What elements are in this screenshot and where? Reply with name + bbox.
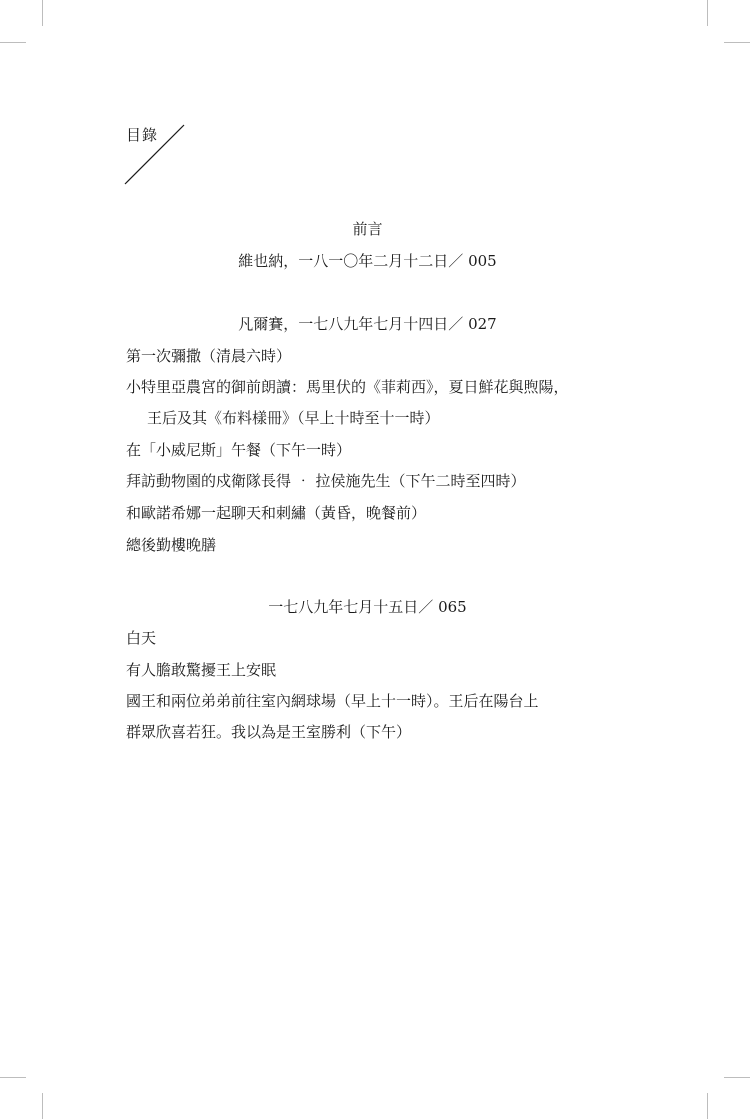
crop-mark-bottom-right-vertical: [707, 1093, 708, 1119]
crop-mark-bottom-right-horizontal: [724, 1077, 750, 1078]
crop-mark-top-right-horizontal: [724, 42, 750, 43]
section-title-versailles: 凡爾賽，一七八九年七月十四日／ 027: [238, 315, 497, 333]
heading-slash-decoration: [124, 124, 186, 186]
preface-title: 前言: [352, 220, 383, 238]
toc-item-first-mass: 第一次彌撒（清晨六時）: [126, 347, 292, 365]
toc-item-petit-trianon-reading: 小特里亞農宮的御前朗讀：馬里伏的《菲莉西》，夏日鮮花與煦陽，: [126, 378, 569, 396]
section-title-vienna: 維也納，一八一〇年二月十二日／ 005: [238, 252, 497, 270]
toc-item-tennis-court: 國王和兩位弟弟前往室內網球場（早上十一時）。王后在陽台上: [126, 692, 539, 710]
crop-mark-bottom-left-horizontal: [0, 1077, 26, 1078]
section-title-july-15: 一七八九年七月十五日／ 065: [268, 598, 467, 616]
crop-mark-top-right-vertical: [707, 0, 708, 26]
crop-mark-top-left-horizontal: [0, 42, 26, 43]
crop-mark-top-left-vertical: [42, 0, 43, 26]
toc-heading: 目錄: [126, 126, 159, 144]
toc-item-queen-fabric-book: 王后及其《布料樣冊》（早上十時至十一時）: [147, 409, 440, 427]
toc-item-daytime: 白天: [126, 629, 157, 647]
toc-item-crowd-ecstatic: 群眾欣喜若狂。我以為是王室勝利（下午）: [126, 723, 412, 741]
toc-item-dinner: 總後勤樓晚膳: [126, 536, 217, 554]
toc-item-disturb-king: 有人膽敢驚擾王上安眠: [126, 661, 277, 679]
toc-item-menagerie-visit: 拜訪動物園的戍衛隊長得 ‧ 拉侯施先生（下午二時至四時）: [126, 472, 526, 490]
toc-item-embroidery-chat: 和歐諾希娜一起聊天和刺繡（黃昏，晚餐前）: [126, 504, 427, 522]
crop-mark-bottom-left-vertical: [42, 1093, 43, 1119]
toc-item-little-venice-lunch: 在「小威尼斯」午餐（下午一時）: [126, 441, 352, 459]
